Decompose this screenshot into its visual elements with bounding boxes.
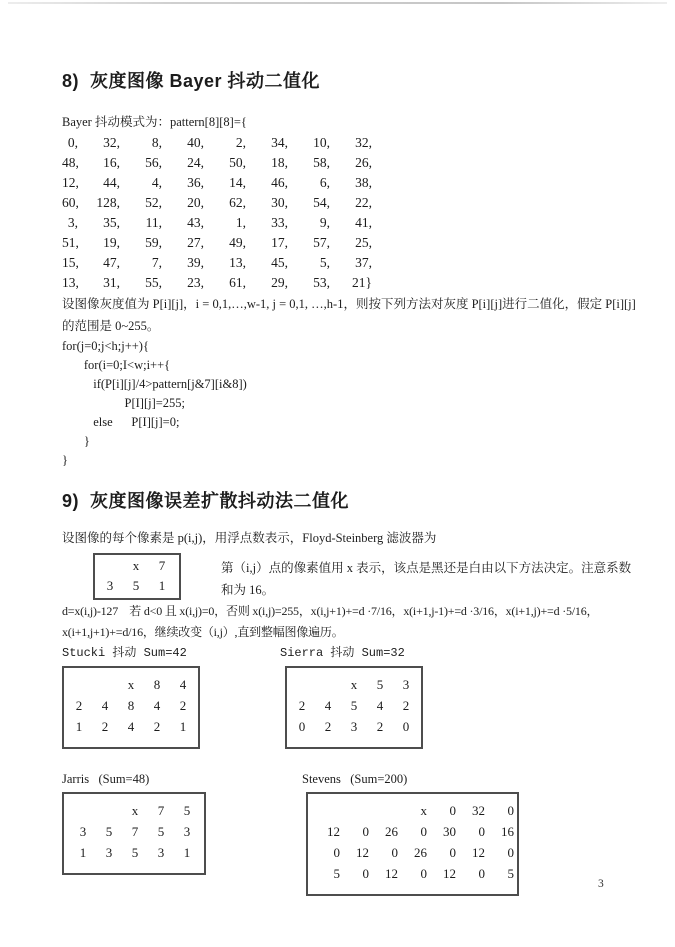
matrix-cell: 5	[105, 824, 113, 839]
matrix-cell: 0	[298, 719, 306, 734]
bayer-pattern-intro: Bayer 抖动模式为：pattern[8][8]={	[62, 115, 247, 129]
matrix-cell: 56,	[145, 155, 162, 170]
matrix-cell: 1	[179, 719, 187, 734]
matrix-cell: 52,	[145, 195, 162, 210]
matrix-row	[70, 842, 202, 863]
matrix-cell: 0	[362, 866, 369, 881]
matrix-cell: 0	[507, 803, 514, 818]
sierra-label: Sierra 抖动 Sum=32	[280, 646, 405, 660]
matrix-cell: 58,	[313, 155, 330, 170]
matrix-cell: 12	[385, 866, 398, 881]
matrix-cell: 2,	[235, 135, 246, 150]
matrix-cell: 128,	[96, 195, 120, 210]
matrix-cell: 62,	[229, 195, 246, 210]
floyd-steinberg-note	[221, 557, 631, 601]
matrix-cell: 13,	[62, 275, 79, 290]
matrix-row	[289, 695, 419, 716]
matrix-cell: 1	[158, 578, 166, 593]
matrix-cell: 2	[75, 698, 83, 713]
matrix-row	[66, 674, 196, 695]
matrix-row	[62, 253, 640, 273]
matrix-cell: 5	[333, 866, 340, 881]
matrix-row	[62, 193, 640, 213]
error-diffusion-intro: 设图像的每个像素是 p(i,j)，用浮点数表示，Floyd-Steinberg 滤波器为	[62, 531, 437, 545]
matrix-cell: 3	[157, 845, 165, 860]
matrix-cell: x	[420, 803, 427, 818]
matrix-cell: 20,	[187, 195, 204, 210]
matrix-cell: 3	[105, 845, 113, 860]
matrix-cell: 0	[478, 824, 485, 839]
stucki-matrix	[62, 666, 200, 749]
matrix-cell: 3	[350, 719, 358, 734]
matrix-row	[311, 842, 514, 863]
stucki-sierra-boxes	[62, 666, 640, 749]
matrix-cell: 26	[414, 845, 427, 860]
matrix-row	[70, 800, 202, 821]
matrix-cell: 17,	[271, 235, 288, 250]
text-line: 和为 16。	[221, 583, 275, 597]
text-line: for(i=0;I<w;i++{	[62, 358, 171, 372]
matrix-cell: 4	[179, 677, 187, 692]
jarris-label: Jarris (Sum=48)	[62, 772, 150, 786]
matrix-cell: 5	[131, 845, 139, 860]
matrix-cell: x	[132, 558, 140, 573]
matrix-cell: 3	[183, 824, 191, 839]
stevens-label: Stevens (Sum=200)	[302, 772, 408, 786]
section-9-heading: 9) 灰度图像误差扩散抖动法二值化	[62, 491, 350, 511]
matrix-cell: 5	[507, 866, 514, 881]
matrix-cell: 44,	[103, 175, 120, 190]
matrix-cell: 4	[376, 698, 384, 713]
matrix-cell: 2	[376, 719, 384, 734]
matrix-cell: 12	[443, 866, 456, 881]
text-line: x(i+1,j+1)+=d/16，继续改变（i,j）,直到整幅图像遍历。	[62, 625, 344, 639]
matrix-cell: 6,	[319, 175, 330, 190]
text-line: }	[62, 434, 90, 448]
matrix-cell: 45,	[271, 255, 288, 270]
matrix-cell: 0	[420, 866, 427, 881]
matrix-cell: 22,	[355, 195, 372, 210]
matrix-cell: x	[350, 677, 358, 692]
matrix-cell: 40,	[187, 135, 204, 150]
matrix-cell: x	[127, 677, 135, 692]
matrix-cell: 33,	[271, 215, 288, 230]
matrix-cell: 55,	[145, 275, 162, 290]
matrix-cell: 23,	[187, 275, 204, 290]
matrix-cell: 0,	[67, 135, 78, 150]
matrix-cell: 50,	[229, 155, 246, 170]
matrix-cell: 0	[449, 845, 456, 860]
matrix-cell: 0	[333, 845, 340, 860]
matrix-cell: 61,	[229, 275, 246, 290]
matrix-cell: 0	[362, 824, 369, 839]
jarris-stevens-boxes	[62, 792, 640, 896]
matrix-cell: 2	[179, 698, 187, 713]
matrix-row	[70, 821, 202, 842]
text-line: 第（i,j）点的像素值用 x 表示，该点是黑还是白由以下方法决定。注意系数	[221, 561, 632, 575]
matrix-cell: 14,	[229, 175, 246, 190]
floyd-steinberg-matrix	[93, 553, 181, 600]
matrix-cell: 32,	[355, 135, 372, 150]
matrix-row	[62, 213, 640, 233]
matrix-cell: 3	[106, 578, 114, 593]
matrix-cell: 41,	[355, 215, 372, 230]
binarize-paragraph	[62, 293, 640, 337]
matrix-cell: 1	[75, 719, 83, 734]
stucki-sierra-labels	[62, 645, 640, 662]
matrix-cell: 46,	[271, 175, 288, 190]
matrix-cell: 53,	[313, 275, 330, 290]
matrix-cell: 1	[183, 845, 191, 860]
bayer-pattern-matrix	[62, 133, 640, 293]
matrix-cell: 36,	[187, 175, 204, 190]
matrix-cell: 34,	[271, 135, 288, 150]
matrix-cell: 1	[79, 845, 87, 860]
text-line: P[I][j]=255;	[62, 396, 186, 410]
matrix-cell: 0	[449, 803, 456, 818]
matrix-row	[97, 556, 175, 576]
stucki-label: Stucki 抖动 Sum=42	[62, 646, 187, 660]
matrix-cell: 26,	[355, 155, 372, 170]
matrix-cell: 39,	[187, 255, 204, 270]
stevens-matrix	[306, 792, 519, 896]
matrix-row	[289, 674, 419, 695]
text-line: 的范围是 0~255。	[62, 319, 160, 333]
matrix-cell: 8,	[151, 135, 162, 150]
matrix-cell: 18,	[271, 155, 288, 170]
matrix-cell: 1,	[235, 215, 246, 230]
matrix-cell: 29,	[271, 275, 288, 290]
matrix-cell: 0	[507, 845, 514, 860]
matrix-cell: 4,	[151, 175, 162, 190]
matrix-cell: 59,	[145, 235, 162, 250]
matrix-cell: 0	[420, 824, 427, 839]
matrix-cell: 4	[127, 719, 135, 734]
matrix-cell: 16	[501, 824, 514, 839]
jarris-stevens-labels	[62, 771, 640, 788]
matrix-row	[289, 716, 419, 737]
matrix-cell: 5	[183, 803, 191, 818]
page-edge-line	[8, 2, 667, 4]
sierra-matrix	[285, 666, 423, 749]
matrix-cell: 21}	[352, 275, 372, 290]
matrix-cell: 3	[79, 824, 87, 839]
matrix-cell: 24,	[187, 155, 204, 170]
matrix-cell: 37,	[355, 255, 372, 270]
matrix-cell: 0	[391, 845, 398, 860]
bayer-code-block	[62, 337, 640, 470]
matrix-cell: 11,	[145, 215, 162, 230]
matrix-cell: 47,	[103, 255, 120, 270]
matrix-cell: 4	[153, 698, 161, 713]
matrix-cell: 7	[131, 824, 139, 839]
matrix-row	[66, 695, 196, 716]
floyd-steinberg-row	[62, 553, 640, 601]
matrix-row	[62, 153, 640, 173]
matrix-cell: 30,	[271, 195, 288, 210]
matrix-row	[62, 273, 640, 293]
matrix-cell: 5	[157, 824, 165, 839]
matrix-cell: 5,	[319, 255, 330, 270]
text-line: if(P[i][j]/4>pattern[j&7][i&8])	[62, 377, 247, 391]
matrix-cell: 7,	[151, 255, 162, 270]
matrix-row	[311, 863, 514, 884]
matrix-cell: 0	[478, 866, 485, 881]
matrix-cell: 8	[127, 698, 135, 713]
matrix-cell: 30	[443, 824, 456, 839]
matrix-cell: 3	[402, 677, 410, 692]
text-line: 设图像灰度值为 P[i][j]，i = 0,1,…,w-1, j = 0,1, …,h-1，则按下列方法对灰度 P[i][j]进行二值化，假定 P[i][j]	[62, 297, 636, 311]
matrix-cell: 54,	[313, 195, 330, 210]
matrix-cell: 43,	[187, 215, 204, 230]
matrix-row	[62, 133, 640, 153]
matrix-cell: 12	[327, 824, 340, 839]
matrix-cell: 2	[324, 719, 332, 734]
matrix-cell: 32,	[103, 135, 120, 150]
matrix-cell: 57,	[313, 235, 330, 250]
matrix-cell: 19,	[103, 235, 120, 250]
matrix-cell: 3,	[67, 215, 78, 230]
matrix-cell: 0	[402, 719, 410, 734]
matrix-cell: 8	[153, 677, 161, 692]
matrix-cell: 60,	[62, 195, 79, 210]
matrix-row	[62, 233, 640, 253]
matrix-cell: 10,	[313, 135, 330, 150]
matrix-cell: 5	[132, 578, 140, 593]
matrix-cell: 35,	[103, 215, 120, 230]
section-8-heading: 8) 灰度图像 Bayer 抖动二值化	[62, 71, 321, 91]
matrix-cell: 27,	[187, 235, 204, 250]
matrix-cell: 13,	[229, 255, 246, 270]
matrix-cell: 7	[158, 558, 166, 573]
matrix-cell: 25,	[355, 235, 372, 250]
matrix-row	[62, 173, 640, 193]
matrix-cell: 32	[472, 803, 485, 818]
matrix-cell: 5	[350, 698, 358, 713]
matrix-cell: 7	[157, 803, 165, 818]
decision-rule-text	[62, 601, 640, 643]
matrix-cell: 12,	[62, 175, 79, 190]
matrix-cell: 4	[101, 698, 109, 713]
jarris-matrix	[62, 792, 206, 875]
matrix-cell: 15,	[62, 255, 79, 270]
matrix-cell: 12	[356, 845, 369, 860]
matrix-cell: 16,	[103, 155, 120, 170]
text-line: else P[I][j]=0;	[62, 415, 180, 429]
matrix-cell: 2	[298, 698, 306, 713]
matrix-cell: 31,	[103, 275, 120, 290]
matrix-cell: 12	[472, 845, 485, 860]
matrix-row	[66, 716, 196, 737]
matrix-row	[97, 576, 175, 596]
matrix-cell: x	[131, 803, 139, 818]
matrix-cell: 49,	[229, 235, 246, 250]
text-line: for(j=0;j<h;j++){	[62, 339, 149, 353]
matrix-row	[311, 821, 514, 842]
matrix-cell: 9,	[319, 215, 330, 230]
matrix-cell: 2	[402, 698, 410, 713]
text-line: d=x(i,j)-127 若 d<0 且 x(i,j)=0，否则 x(i,j)=255，x(i,j+1)+=d ·7/16，x(i+1,j-1)+=d ·3/16，x(i+1,j)+=d ·5/16，	[62, 604, 599, 618]
matrix-cell: 48,	[62, 155, 79, 170]
matrix-cell: 51,	[62, 235, 79, 250]
matrix-row	[311, 800, 514, 821]
matrix-cell: 38,	[355, 175, 372, 190]
page-number: 3	[598, 878, 604, 890]
text-line: }	[62, 453, 68, 467]
matrix-cell: 5	[376, 677, 384, 692]
matrix-cell: 2	[153, 719, 161, 734]
matrix-cell: 26	[385, 824, 398, 839]
matrix-cell: 2	[101, 719, 109, 734]
matrix-cell: 4	[324, 698, 332, 713]
